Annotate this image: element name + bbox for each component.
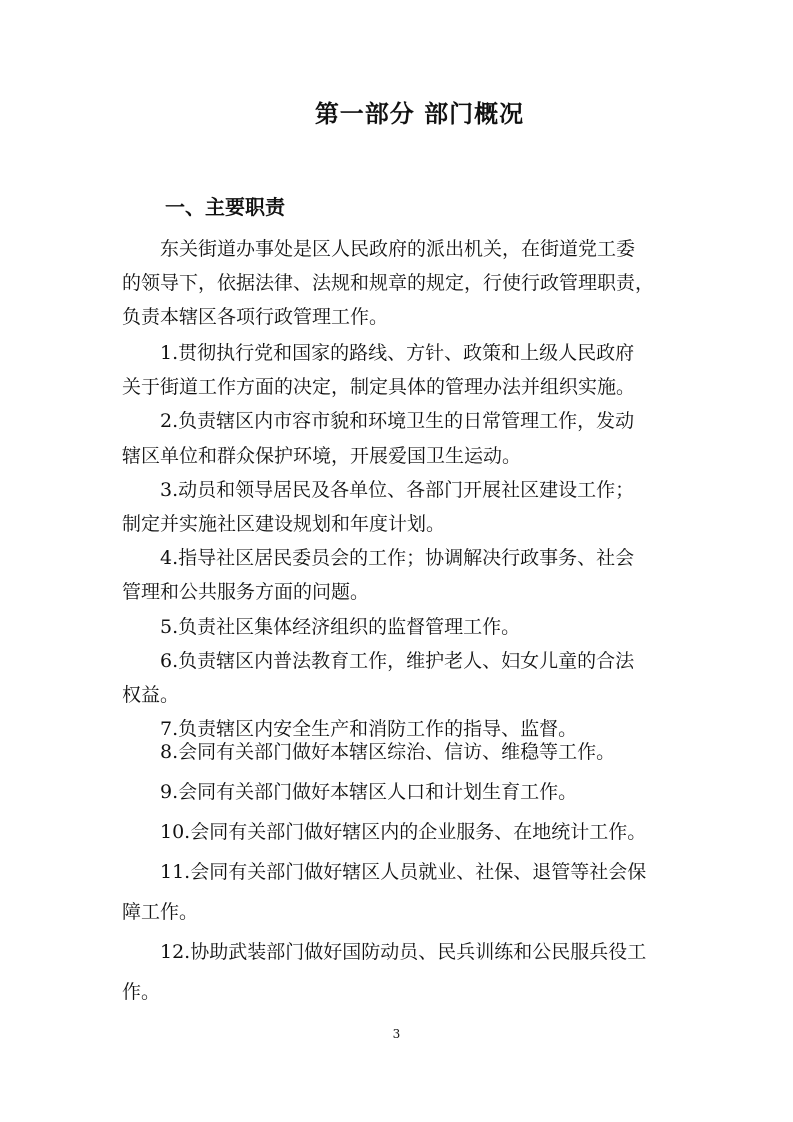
list-item: 权益。 bbox=[122, 683, 180, 706]
list-item: 辖区单位和群众保护环境，开展爱国卫生运动。 bbox=[122, 444, 522, 467]
list-item: 关于街道工作方面的决定，制定具体的管理办法并组织实施。 bbox=[122, 376, 636, 399]
list-item: 8.会同有关部门做好本辖区综治、信访、维稳等工作。 bbox=[122, 741, 616, 763]
list-item: 12.协助武装部门做好国防动员、民兵训练和公民服兵役工 bbox=[122, 941, 647, 963]
list-item: 制定并实施社区建设规划和年度计划。 bbox=[122, 512, 446, 535]
list-item: 3.动员和领导居民及各单位、各部门开展社区建设工作； bbox=[122, 478, 635, 501]
section-heading: 一、主要职责 bbox=[165, 195, 285, 219]
list-item: 4.指导社区居民委员会的工作；协调解决行政事务、社会 bbox=[122, 547, 635, 570]
text-line: 的领导下，依据法律、法规和规章的规定，行使行政管理职责， bbox=[122, 272, 655, 295]
list-item: 9.会同有关部门做好本辖区人口和计划生育工作。 bbox=[122, 781, 578, 803]
list-item: 障工作。 bbox=[122, 901, 199, 923]
page-number: 3 bbox=[392, 1027, 401, 1041]
list-item: 11.会同有关部门做好辖区人员就业、社保、退管等社会保 bbox=[122, 861, 647, 883]
list-item: 2.负责辖区内市容市貌和环境卫生的日常管理工作，发动 bbox=[122, 410, 635, 433]
page-title: 第一部分 部门概况 bbox=[314, 100, 525, 128]
text-line: 东关街道办事处是区人民政府的派出机关，在街道党工委 bbox=[122, 238, 636, 260]
list-item: 6.负责辖区内普法教育工作，维护老人、妇女儿童的合法 bbox=[122, 649, 635, 672]
duties-list-part-1 bbox=[122, 336, 702, 746]
list-item: 管理和公共服务方面的问题。 bbox=[122, 581, 370, 604]
text-line: 负责本辖区各项行政管理工作。 bbox=[122, 306, 389, 329]
list-item: 作。 bbox=[122, 981, 161, 1003]
intro-paragraph bbox=[122, 232, 702, 335]
duties-list-part-2 bbox=[122, 732, 702, 1012]
list-item: 5.负责社区集体经济组织的监督管理工作。 bbox=[122, 615, 521, 638]
list-item: 1.贯彻执行党和国家的路线、方针、政策和上级人民政府 bbox=[122, 342, 635, 364]
list-item: 10.会同有关部门做好辖区内的企业服务、在地统计工作。 bbox=[122, 821, 647, 843]
list-item: 7.负责辖区内安全生产和消防工作的指导、监督。 bbox=[122, 718, 578, 741]
